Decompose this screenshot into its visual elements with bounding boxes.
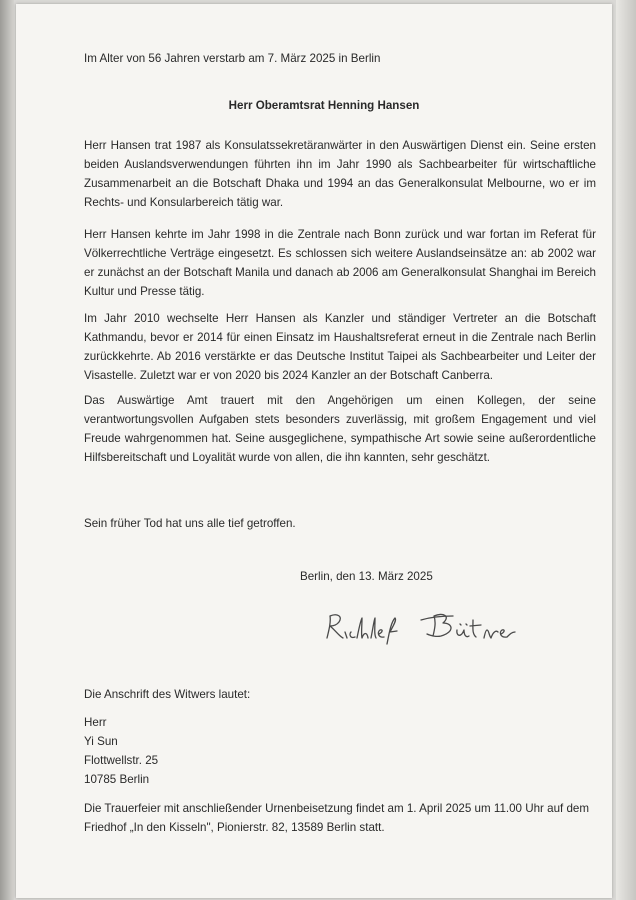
intro-line: Im Alter von 56 Jahren verstarb am 7. März 2025 in Berlin — [84, 52, 381, 65]
closing-line: Sein früher Tod hat uns alle tief getroffen. — [84, 517, 296, 530]
address-city: 10785 Berlin — [84, 773, 150, 786]
funeral-notice: Die Trauerfeier mit anschließender Urnenbeisetzung findet am 1. April 2025 um 11.00 Uhr auf dem Friedhof „In den Kisseln", Pionierstr. 82, 13589 Berlin statt. — [84, 802, 590, 834]
paragraph-later-career: Im Jahr 2010 wechselte Herr Hansen als Kanzler und ständiger Vertreter an die Botschaft Kathmandu, bevor er 2014 für einen Einsatz im Haushaltsreferat erneut in die Zentrale nach Berlin zurückkehrte. Ab 2016 verstärkte er das Deutsche Institut Taipei als Sachbearbeiter und Leiter der Visastelle. Zuletzt war er von 2020 bis 2024 Kanzler an der Botschaft Canberra. — [84, 312, 596, 382]
paragraph-career-start: Herr Hansen trat 1987 als Konsulatssekretäranwärter in den Auswärtigen Dienst ein. Seine ersten beiden Auslandsverwendungen führten ihn im Jahr 1990 als Sachbearbeiter für wirtschaftliche Zusammenarbeit an die Botschaft Dhaka und 1994 an das Generalkonsulat Melbourne, wo er im Rechts- und Konsularbereich tätig war. — [84, 139, 596, 209]
desk-shadow-left — [0, 0, 14, 900]
desk-shadow-right — [616, 0, 636, 900]
document-page — [16, 4, 612, 898]
address-intro: Die Anschrift des Witwers lautet: — [84, 688, 251, 701]
address-name: Yi Sun — [84, 735, 118, 748]
handwritten-signature — [321, 608, 541, 648]
address-block — [84, 713, 596, 789]
address-salutation: Herr — [84, 716, 107, 729]
paragraph-headquarters: Herr Hansen kehrte im Jahr 1998 in die Zentrale nach Bonn zurück und war fortan im Referat für Völkerrechtliche Verträge eingesetzt. Es schlossen sich weitere Auslandseinsätze an: ab 2002 war er zunächst an der Botschaft Manila und danach ab 2006 am Generalkonsulat Shanghai im Bereich Kultur und Presse tätig. — [84, 228, 596, 298]
paragraph-tribute: Das Auswärtige Amt trauert mit den Angehörigen um einen Kollegen, der seine verantwortungsvollen Aufgaben stets besonders zuverlässig, mit großem Engagement und viel Freude wahrgenommen hat. Seine ausgeglichene, sympathische Art sowie seine außerordentliche Hilfsbereitschaft und Loyalität wurde von allen, die ihn kannten, sehr geschätzt. — [84, 394, 596, 464]
place-date: Berlin, den 13. März 2025 — [300, 570, 433, 583]
address-street: Flottwellstr. 25 — [84, 754, 159, 767]
obituary-title: Herr Oberamtsrat Henning Hansen — [228, 99, 420, 112]
